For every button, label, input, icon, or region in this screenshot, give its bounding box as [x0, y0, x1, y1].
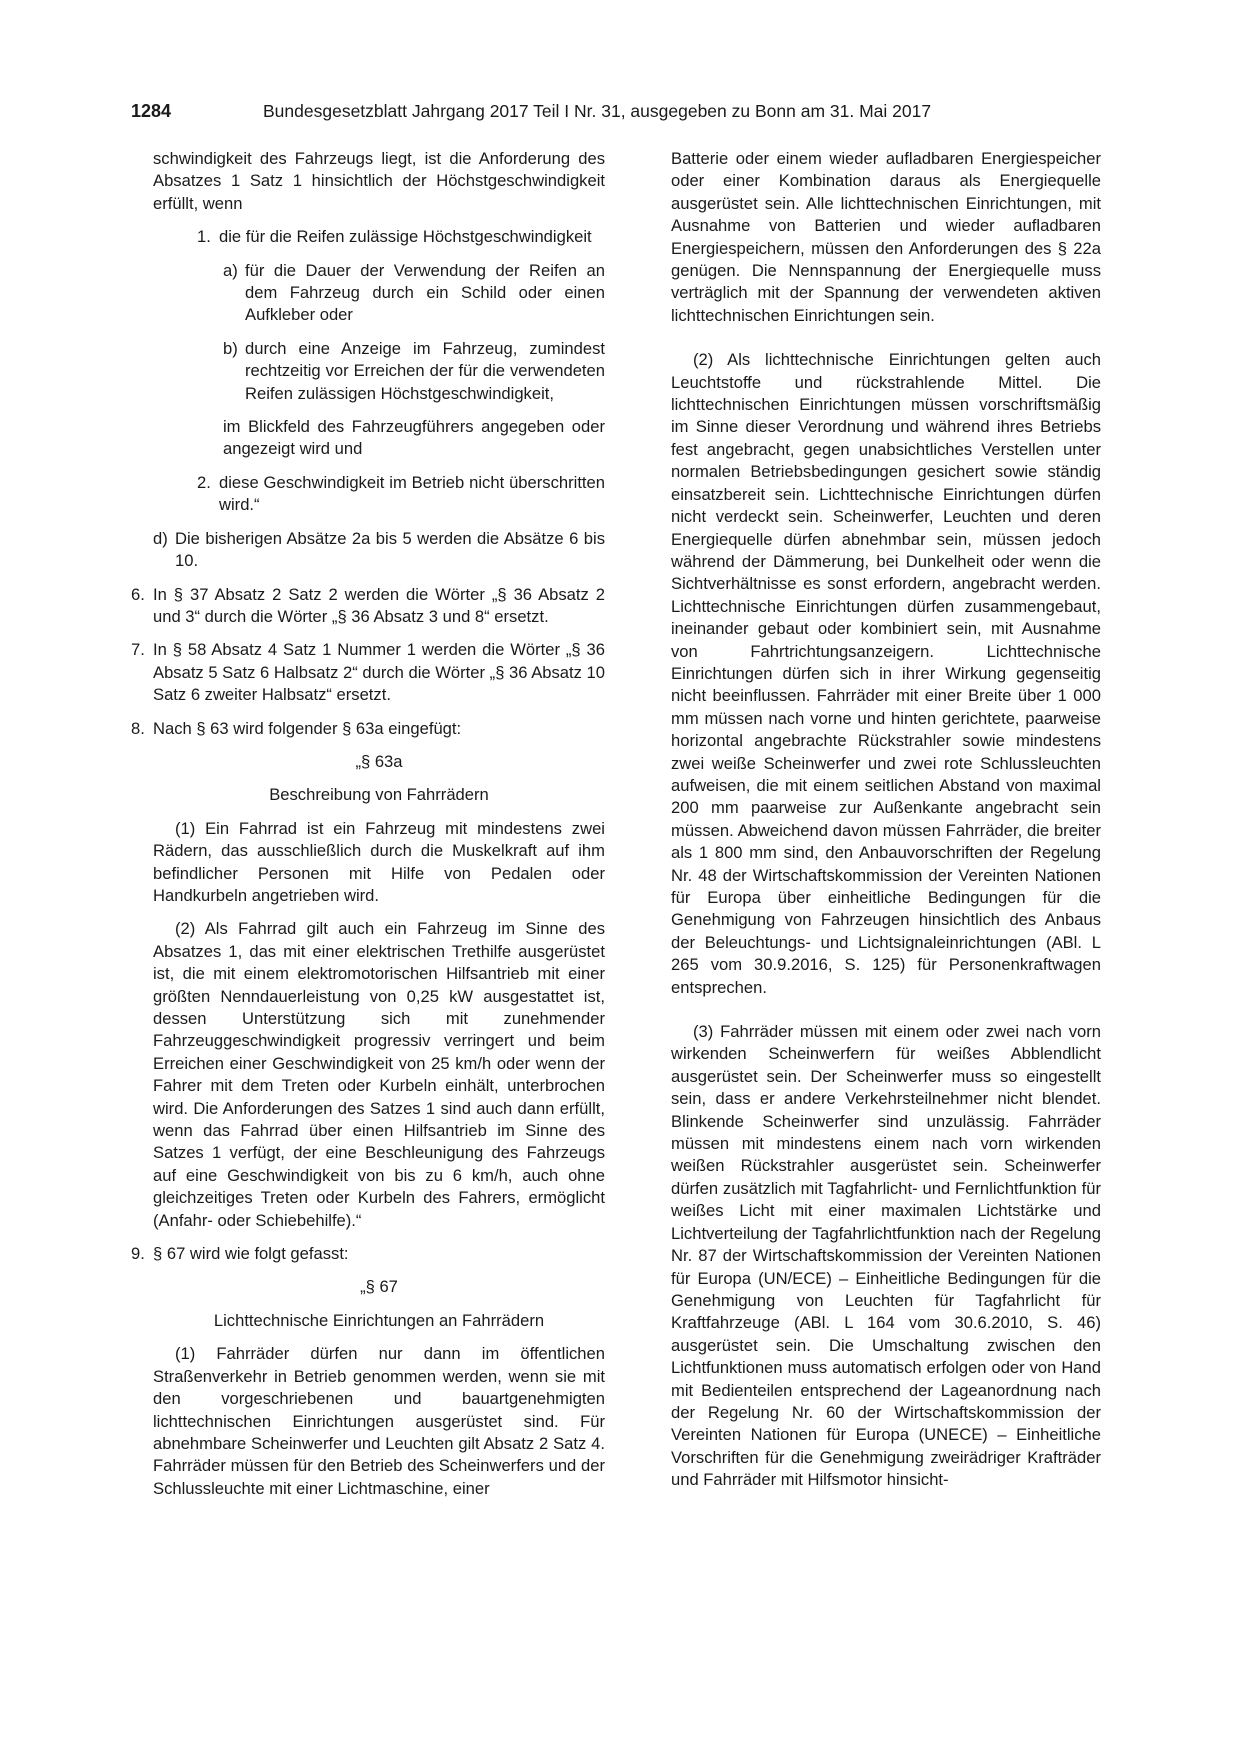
list-item-a — [153, 260, 605, 327]
continuation-text: im Blickfeld des Fahrzeugführers angegeben oder angezeigt wird und — [223, 417, 605, 459]
list-text: Nach § 63 wird folgender § 63a eingefügt: — [153, 718, 462, 738]
list-letter: a) — [223, 260, 238, 280]
section-paragraph: (2) Als Fahrrad gilt auch ein Fahrzeug im Sinne des Absatzes 1, das mit einer elektrischen Trethilfe ausgerüstet ist, die mit einem elektromotorischen Hilfsantrieb mit einer größten Nenndauerleistung von 0,25 kW ausgestattet ist, dessen Unterstützung sich mit zunehmender Fahrzeuggeschwindigkeit progressiv verringert und beim Erreichen einer Geschwindigkeit von 25 km/h oder wenn der Fahrer mit dem Treten oder Kurbeln einhält, unterbrochen wird. Die Anforderungen des Satzes 1 sind auch dann erfüllt, wenn das Fahrrad über einen Hilfsantrieb im Sinne des Satzes 1 verfügt, der eine Beschleunigung des Fahrzeugs auf eine Geschwindigkeit von bis zu 6 km/h, auch ohne gleichzeitiges Treten oder Kurbeln des Fahrers, ermöglicht (Anfahr- oder Schiebehilfe).“ — [153, 919, 605, 1230]
list-text: In § 37 Absatz 2 Satz 2 werden die Wörter „§ 36 Absatz 2 und 3“ durch die Wörter „§ 36 Absatz 3 und 8“ ersetzt. — [153, 584, 605, 626]
list-number: 6. — [131, 584, 145, 604]
section-paragraph: (1) Ein Fahrrad ist ein Fahrzeug mit mindestens zwei Rädern, das ausschließlich durch die Muskelkraft auf ihm befindlicher Personen mit Hilfe von Pedalen oder Handkurbeln angetrieben wird. — [153, 818, 605, 905]
list-number: 2. — [197, 472, 211, 492]
list-text: diese Geschwindigkeit im Betrieb nicht überschritten wird.“ — [219, 472, 605, 515]
list-item-d — [131, 528, 605, 573]
list-item-9 — [131, 1243, 605, 1265]
section-paragraph: (1) Fahrräder dürfen nur dann im öffentlichen Straßenverkehr in Betrieb genommen werden, wenn sie mit den vorgeschriebenen und bauartgenehmigten lichttechnischen Einrichtungen ausgerüstet sind. Für abnehmbare Scheinwerfer und Leuchten gilt Absatz 2 Satz 4. Fahrräder müssen für den Betrieb des Scheinwerfers und der Schlussleuchte mit einer Lichtmaschine, einer — [153, 1344, 605, 1498]
list-letter: d) — [153, 528, 168, 548]
list-item-2 — [153, 472, 605, 517]
section-heading: „§ 67 — [360, 1277, 398, 1297]
list-item-7 — [131, 639, 605, 706]
list-number: 1. — [197, 227, 211, 247]
intro-paragraph: schwindigkeit des Fahrzeugs liegt, ist die Anforderung des Absatzes 1 Satz 1 hinsichtlich der Höchstgeschwindigkeit erfüllt, wenn — [153, 149, 605, 213]
section-paragraph: (2) Als lichttechnische Einrichtungen gelten auch Leuchtstoffe und rückstrahlende Mittel. Die lichttechnischen Einrichtungen müssen vorschriftsmäßig im Sinne dieser Verordnung und während ihres Betriebs fest angebracht, gegen unabsichtliches Verstellen unter normalen Betriebsbedingungen gesichert sowie ständig einsatzbereit sein. Lichttechnische Einrichtungen dürfen nicht verdeckt sein. Scheinwerfer, Leuchten und deren Energiequelle dürfen abnehmbar sein, müssen jedoch während der Dämmerung, bei Dunkelheit oder wenn die Sichtverhältnisse es sonst erfordern, angebracht werden. Lichttechnische Einrichtungen dürfen zusammengebaut, ineinander gebaut oder kombiniert sein, mit Ausnahme von Fahrtrichtungsanzeigern. Lichttechnische Einrichtungen dürfen sich in ihrer Wirkung gegenseitig nicht beeinflussen. Fahrräder mit einer Breite über 1 000 mm müssen nach vorne und hinten gerichtete, paarweise horizontal angebrachte Rückstrahler sowie mindestens zwei weiße Scheinwerfer und zwei rote Schlussleuchten aufweisen, die mit einem seitlichen Abstand von maximal 200 mm paarweise zur Außenkante angebracht sein müssen. Abweichend davon müssen Fahrräder, die breiter als 1 800 mm sind, den Anbauvorschriften der Regelung Nr. 48 der Wirtschaftskommission der Vereinten Nationen für Europa über einheitliche Bedingungen für die Genehmigung von Fahrzeugen hinsichtlich des Anbaus der Beleuchtungs- und Lichtsignaleinrichtungen (ABl. L 265 vom 30.9.2016, S. 125) für Personenkraftwagen entsprechen. — [671, 350, 1101, 997]
section-title: Beschreibung von Fahrrädern — [269, 785, 489, 805]
list-number: 7. — [131, 640, 145, 660]
section-paragraph: (3) Fahrräder müssen mit einem oder zwei nach vorn wirkenden Scheinwerfern für weißes Abblendlicht ausgerüstet sein. Der Scheinwerfer muss so eingestellt sein, dass er andere Verkehrsteilnehmer nicht blendet. Blinkende Scheinwerfer sind unzulässig. Fahrräder müssen mit mindestens einem nach vorn wirkenden weißen Rückstrahler ausgerüstet sein. Scheinwerfer dürfen zusätzlich mit Tagfahrlicht- und Fernlichtfunktion für weißes Licht mit einer maximalen Lichtstärke und Lichtverteilung der Tagfahrlichtfunktion nach der Regelung Nr. 87 der Wirtschaftskommission der Vereinten Nationen für Europa (UN/ECE) – Einheitliche Bedingungen für die Genehmigung von Leuchten für Tagfahrlicht für Kraftfahrzeuge (ABl. L 164 vom 30.6.2010, S. 46) ausgerüstet sein. Die Umschaltung zwischen den Lichtfunktionen muss automatisch erfolgen oder von Hand mit Bedienteilen entsprechend der Lageanordnung nach der Regelung Nr. 60 der Wirtschaftskommission der Vereinten Nationen für Europa (UNECE) – Einheitliche Vorschriften für die Genehmigung zweirädriger Krafträder und Fahrräder mit Hilfsmotor hinsicht- — [671, 1022, 1101, 1490]
continued-paragraph: Batterie oder einem wieder aufladbaren Energiespeicher oder einer Kombination daraus als Energiequelle ausgerüstet sein. Alle lichttechnischen Einrichtungen, mit Ausnahme von Batterien und wieder aufladbaren Energiespeichern, müssen den Anforderungen des § 22a genügen. Die Nennspannung der Energiequelle muss verträglich mit der Spannung der verwendeten aktiven lichttechnischen Einrichtungen sein. — [671, 149, 1101, 325]
list-text: In § 58 Absatz 4 Satz 1 Nummer 1 werden die Wörter „§ 36 Absatz 5 Satz 6 Halbsatz 2“ durch die Wörter „§ 36 Absatz 10 Satz 6 zweiter Halbsatz“ ersetzt. — [153, 640, 605, 705]
list-text: § 67 wird wie folgt gefasst: — [153, 1244, 349, 1264]
right-column — [671, 148, 1101, 1492]
list-item-b — [153, 338, 605, 405]
list-number: 9. — [131, 1244, 145, 1264]
list-letter: b) — [223, 338, 238, 358]
list-text: durch eine Anzeige im Fahrzeug, zumindest rechtzeitig vor Erreichen der für die verwendeten Reifen zulässigen Höchstgeschwindigkeit, — [245, 338, 605, 403]
running-title: Bundesgesetzblatt Jahrgang 2017 Teil I Nr. 31, ausgegeben zu Bonn am 31. Mai 2017 — [263, 101, 932, 121]
list-text: für die Dauer der Verwendung der Reifen an dem Fahrzeug durch ein Schild oder einen Aufkleber oder — [245, 260, 605, 325]
section-title: Lichttechnische Einrichtungen an Fahrrädern — [213, 1310, 545, 1330]
left-column — [131, 148, 605, 1500]
list-item-1 — [153, 226, 605, 248]
list-text: Die bisherigen Absätze 2a bis 5 werden die Absätze 6 bis 10. — [175, 528, 605, 571]
page-number: 1284 — [131, 101, 172, 121]
list-text: die für die Reifen zulässige Höchstgeschwindigkeit — [219, 227, 592, 247]
section-heading: „§ 63a — [355, 751, 403, 771]
list-item-6 — [131, 584, 605, 629]
list-number: 8. — [131, 718, 145, 738]
list-item-8 — [131, 718, 605, 740]
